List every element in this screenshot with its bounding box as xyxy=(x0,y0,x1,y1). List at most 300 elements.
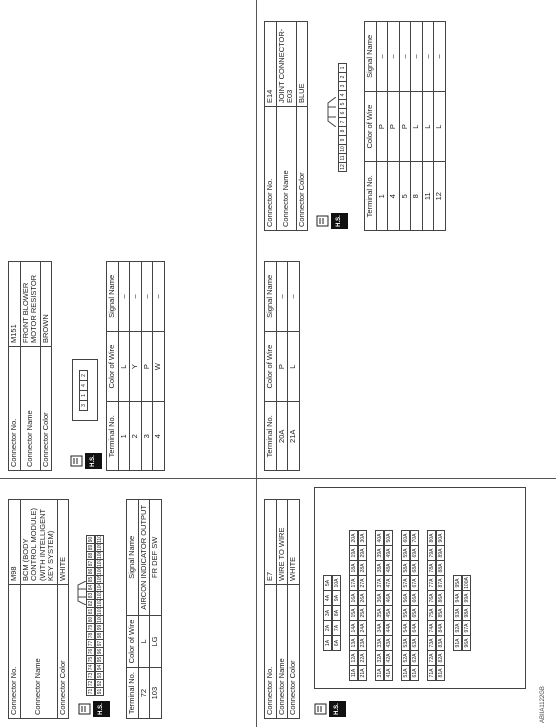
connector-pin: 84A xyxy=(436,620,445,636)
connector-name-label: Connector Name xyxy=(276,585,288,719)
signal-cell: FR DEF SW xyxy=(150,500,162,616)
connector-pin: 2 xyxy=(79,370,88,381)
connector-pin: 33A xyxy=(375,635,384,651)
signal-name-header: Signal Name xyxy=(265,262,277,332)
connector-pin: 76 xyxy=(88,648,94,655)
connector-pin: 83A xyxy=(436,635,445,651)
connector-pin: 77A xyxy=(427,575,436,591)
signal-cell: – xyxy=(399,22,411,92)
signal-cell: – xyxy=(130,262,142,332)
vertical-divider xyxy=(0,478,256,479)
connector-pin: 2A xyxy=(323,620,332,636)
table-row xyxy=(422,22,434,231)
connector-name-value: JOINT CONNECTOR-E03 xyxy=(276,22,296,107)
terminal-no-header: Terminal No. xyxy=(265,402,277,471)
terminal-cell: 1 xyxy=(376,162,388,231)
connector-pin: 10 xyxy=(338,144,347,154)
connector-pin: 3 xyxy=(79,400,88,411)
connector-pin: 22A xyxy=(358,650,367,666)
terminal-cell: 2 xyxy=(130,402,142,471)
signal-cell: – xyxy=(434,22,446,92)
connector-no-value: E14 xyxy=(265,22,277,107)
connector-pin: 62A xyxy=(410,650,419,666)
connector-pin: 88 xyxy=(88,552,94,559)
connector-color-value: WHITE xyxy=(57,500,69,585)
connector-pin: 103 xyxy=(97,590,103,599)
connector-pin: 47A xyxy=(384,575,393,591)
wire-cell: L xyxy=(422,91,434,162)
connector-pin: 71 xyxy=(88,688,94,695)
signal-name-header: Signal Name xyxy=(365,22,377,92)
vertical-divider-lower xyxy=(256,478,556,479)
connector-pin: 78A xyxy=(427,560,436,576)
connector-info-table xyxy=(8,499,69,719)
connector-pin: 63A xyxy=(410,635,419,651)
connector-pin: 75 xyxy=(88,656,94,663)
connector-pin: 82 xyxy=(88,600,94,607)
connector-pin: 5A xyxy=(323,575,332,591)
connector-pin: 87 xyxy=(88,560,94,567)
connector-no-label: Connector No. xyxy=(9,585,21,719)
connector-pin: 93A xyxy=(453,605,462,621)
connector-pin: 36A xyxy=(375,590,384,606)
connector-pin: 34A xyxy=(375,620,384,636)
connector-no-value: E7 xyxy=(265,500,277,585)
pin-row xyxy=(427,530,436,680)
wire-cell: P xyxy=(388,91,400,162)
connector-pin: 4 xyxy=(338,90,347,100)
pin-row xyxy=(358,530,367,680)
connector-pin: 95 xyxy=(97,656,103,663)
connector-pin: 110 xyxy=(97,535,103,543)
connector-pin: 75A xyxy=(427,605,436,621)
group-spacer xyxy=(367,530,375,680)
terminal-cell: 20A xyxy=(276,402,288,471)
connector-pin: 87A xyxy=(436,575,445,591)
connector-pin: 79 xyxy=(88,624,94,631)
connector-pin: 3A xyxy=(323,605,332,621)
signal-cell: – xyxy=(388,22,400,92)
connector-pin: 94A xyxy=(453,590,462,606)
connector-pin: 108 xyxy=(97,550,103,559)
connector-info-table xyxy=(264,499,300,719)
connector-pin: 4 xyxy=(79,380,88,391)
connector-pin: 19A xyxy=(349,545,358,561)
connector-pin: 9 xyxy=(338,135,347,145)
table-row xyxy=(141,262,153,471)
connector-pin: 91 xyxy=(97,688,103,695)
connector-color-label: Connector Color xyxy=(40,347,52,471)
group-spacer xyxy=(393,530,401,680)
wire-cell: L xyxy=(288,331,300,402)
connector-pin: 11 xyxy=(338,153,347,163)
connector-pin: 96A xyxy=(462,635,471,651)
wire-cell: L xyxy=(434,91,446,162)
connector-name-value: BCM (BODY CONTROL MODULE) (WITH INTELLIGENT KEY SYSTEM) xyxy=(20,500,57,585)
wire-cell: P xyxy=(399,91,411,162)
connector-pin: 1 xyxy=(79,390,88,401)
color-of-wire-header: Color of Wire xyxy=(127,615,139,668)
pin-row xyxy=(338,63,347,171)
signal-table xyxy=(126,499,162,719)
connector-pin: 102 xyxy=(97,598,103,607)
connector-pin: 80 xyxy=(88,616,94,623)
connector-pin: 96 xyxy=(97,648,103,655)
connector-pin: 57A xyxy=(401,575,410,591)
connector-pin: 83 xyxy=(88,592,94,599)
connector-pin: 44A xyxy=(384,620,393,636)
pin-row-bottom xyxy=(95,535,104,695)
connector-pin: 74A xyxy=(427,620,436,636)
signal-cell: – xyxy=(376,22,388,92)
connector-no-value: M98 xyxy=(9,500,21,585)
connector-pin: 5 xyxy=(338,99,347,109)
connector-pin: 51A xyxy=(401,665,410,681)
connector-pin: 48A xyxy=(384,560,393,576)
signal-cell: – xyxy=(141,262,153,332)
connector-pin: 14A xyxy=(349,620,358,636)
terminal-cell: 4 xyxy=(388,162,400,231)
connector-name-value: FRONT BLOWER MOTOR RESISTOR xyxy=(20,262,40,347)
connector-pin: 95A xyxy=(453,575,462,591)
connector-pin: 38A xyxy=(375,560,384,576)
connector-name-label: Connector Name xyxy=(20,347,40,471)
connector-pin: 88A xyxy=(436,560,445,576)
terminal-cell: 72 xyxy=(138,668,150,719)
pin-row xyxy=(410,530,419,680)
terminal-cell: 8 xyxy=(411,162,423,231)
connector-panel-e7 xyxy=(264,485,549,719)
terminal-cell: 5 xyxy=(399,162,411,231)
connector-pin: 98 xyxy=(97,632,103,639)
signal-cell: – xyxy=(276,262,288,332)
connector-pin: 86A xyxy=(436,590,445,606)
table-row xyxy=(130,262,142,471)
table-row xyxy=(388,22,400,231)
connector-pin: 40A xyxy=(375,530,384,546)
connector-pin: 74 xyxy=(88,664,94,671)
terminal-cell: 103 xyxy=(150,668,162,719)
connector-pin: 90A xyxy=(436,530,445,546)
hs-icon xyxy=(70,453,102,469)
table-row xyxy=(153,262,165,471)
connector-pin: 21A xyxy=(358,665,367,681)
connector-pin: 11A xyxy=(349,665,358,681)
connector-name-label: Connector Name xyxy=(276,107,296,231)
pin-row xyxy=(462,530,471,650)
connector-pin: 92A xyxy=(453,620,462,636)
terminal-cell: 3 xyxy=(141,402,153,471)
hs-icon xyxy=(316,213,348,229)
connector-pin: 9A xyxy=(332,590,341,606)
group-spacer xyxy=(341,530,349,680)
pin-row-top xyxy=(86,535,95,695)
connector-pin: 60A xyxy=(401,530,410,546)
connector-pin: 3 xyxy=(338,81,347,91)
pin-row xyxy=(384,530,393,680)
color-of-wire-header: Color of Wire xyxy=(265,331,277,402)
pin-row xyxy=(401,530,410,680)
connector-pin: 86 xyxy=(88,568,94,575)
connector-pin: 100A xyxy=(462,575,471,591)
connector-pin: 89A xyxy=(436,545,445,561)
connector-latch-icon xyxy=(326,97,336,127)
connector-no-label: Connector No. xyxy=(265,107,277,231)
wire-cell: P xyxy=(276,331,288,402)
connector-pin: 78 xyxy=(88,632,94,639)
connector-face-m98 xyxy=(76,505,118,695)
signal-cell: AIRCON INDICATOR OUTPUT xyxy=(138,500,150,616)
connector-face-e7 xyxy=(314,487,526,689)
table-row xyxy=(118,262,130,471)
pin-row xyxy=(375,530,384,680)
figure-code: ABIIA1122GB xyxy=(540,686,546,723)
connector-pin: 99 xyxy=(97,624,103,631)
connector-pin: 66A xyxy=(410,590,419,606)
signal-cell: – xyxy=(153,262,165,332)
pin-row xyxy=(332,530,341,650)
connector-pin: 49A xyxy=(384,545,393,561)
connector-pin: 54A xyxy=(401,620,410,636)
hs-icon xyxy=(78,701,110,717)
connector-pin: 31A xyxy=(375,665,384,681)
connector-pin: 2 xyxy=(338,72,347,82)
connector-color-value: WHITE xyxy=(288,500,300,585)
hs-label: H.S. xyxy=(329,701,346,717)
wire-cell: Y xyxy=(130,331,142,402)
connector-color-label: Connector Color xyxy=(57,585,69,719)
connector-pin: 17A xyxy=(349,575,358,591)
connector-info-table xyxy=(264,21,308,231)
connector-pin: 81 xyxy=(88,608,94,615)
connector-pin: 18A xyxy=(349,560,358,576)
connector-pin: 99A xyxy=(462,590,471,606)
connector-pin: 24A xyxy=(358,620,367,636)
connector-pin: 104 xyxy=(97,582,103,591)
connector-pin: 69A xyxy=(410,545,419,561)
connector-pin: 93 xyxy=(97,672,103,679)
hs-label: H.S. xyxy=(93,701,110,717)
connector-pin: 59A xyxy=(401,545,410,561)
connector-color-value: BROWN xyxy=(40,262,52,347)
connector-pin: 52A xyxy=(401,650,410,666)
signal-cell: – xyxy=(288,262,300,332)
connector-pin: 65A xyxy=(410,605,419,621)
color-of-wire-header: Color of Wire xyxy=(365,91,377,162)
terminal-cell: 4 xyxy=(153,402,165,471)
connector-pin: 106 xyxy=(97,566,103,575)
wire-cell: P xyxy=(376,91,388,162)
connector-pin: 84 xyxy=(88,584,94,591)
signal-name-header: Signal Name xyxy=(127,500,139,616)
signal-cell: – xyxy=(411,22,423,92)
table-row xyxy=(288,262,300,471)
table-row xyxy=(376,22,388,231)
connector-pin: 90 xyxy=(88,536,94,543)
connector-pin: 46A xyxy=(384,590,393,606)
connector-pin: 91A xyxy=(453,635,462,651)
signal-cell: – xyxy=(422,22,434,92)
connector-pin: 27A xyxy=(358,575,367,591)
connector-pin: 7A xyxy=(332,620,341,636)
connector-pin: 13A xyxy=(349,635,358,651)
connector-color-label: Connector Color xyxy=(288,585,300,719)
connector-pin: 28A xyxy=(358,560,367,576)
connector-pin: 105 xyxy=(97,574,103,583)
connector-pin: 101 xyxy=(97,606,103,615)
terminal-no-header: Terminal No. xyxy=(127,668,139,719)
connector-pin: 12 xyxy=(338,162,347,172)
signal-table xyxy=(364,21,446,231)
signal-table xyxy=(264,261,300,471)
hs-icon xyxy=(314,701,346,717)
connector-pin: 32A xyxy=(375,650,384,666)
connector-pin: 41A xyxy=(384,665,393,681)
connector-pin: 94 xyxy=(97,664,103,671)
table-row xyxy=(138,500,150,719)
connector-info-table xyxy=(8,261,52,471)
terminal-cell: 1 xyxy=(118,402,130,471)
signal-cell: – xyxy=(118,262,130,332)
wire-cell: LG xyxy=(150,615,162,668)
pin-row xyxy=(79,370,88,410)
connector-panel-e7-table xyxy=(264,241,384,471)
connector-pin: 10A xyxy=(332,575,341,591)
connector-panel-e14 xyxy=(264,6,549,231)
connector-pin: 42A xyxy=(384,650,393,666)
connector-pin: 35A xyxy=(375,605,384,621)
connector-pin: 1 xyxy=(338,63,347,73)
connector-pin: 92 xyxy=(97,680,103,687)
connector-pin: 107 xyxy=(97,558,103,567)
pin-row xyxy=(323,530,332,650)
connector-pin: 15A xyxy=(349,605,358,621)
connector-latch-icon xyxy=(76,581,86,605)
connector-pin: 8A xyxy=(332,605,341,621)
connector-pin: 68A xyxy=(410,560,419,576)
connector-pin: 43A xyxy=(384,635,393,651)
wire-cell: L xyxy=(118,331,130,402)
group-spacer xyxy=(471,530,479,680)
wire-cell: P xyxy=(141,331,153,402)
horizontal-divider xyxy=(256,0,257,727)
connector-pin: 85A xyxy=(436,605,445,621)
signal-name-header: Signal Name xyxy=(107,262,119,332)
wire-cell: L xyxy=(411,91,423,162)
connector-no-label: Connector No. xyxy=(9,347,21,471)
signal-table xyxy=(106,261,165,471)
table-row xyxy=(411,22,423,231)
connector-pin: 26A xyxy=(358,590,367,606)
color-of-wire-header: Color of Wire xyxy=(107,331,119,402)
connector-name-label: Connector Name xyxy=(20,585,57,719)
connector-pin: 72A xyxy=(427,650,436,666)
connector-face-m151 xyxy=(72,359,98,421)
pin-groups xyxy=(323,530,479,680)
connector-pin: 29A xyxy=(358,545,367,561)
connector-name-value: WIRE TO WIRE xyxy=(276,500,288,585)
connector-pin: 30A xyxy=(358,530,367,546)
connector-face-e14 xyxy=(326,51,356,171)
connector-pin: 45A xyxy=(384,605,393,621)
pin-row xyxy=(453,530,462,650)
connector-pin: 6A xyxy=(332,635,341,651)
connector-pin: 79A xyxy=(427,545,436,561)
connector-pin: 100 xyxy=(97,614,103,623)
terminal-cell: 21A xyxy=(288,402,300,471)
connector-pin: 85 xyxy=(88,576,94,583)
connector-pin: 89 xyxy=(88,544,94,551)
table-row xyxy=(434,22,446,231)
table-row xyxy=(276,262,288,471)
connector-pin: 80A xyxy=(427,530,436,546)
terminal-no-header: Terminal No. xyxy=(107,402,119,471)
connector-pin: 97 xyxy=(97,640,103,647)
connector-pin: 98A xyxy=(462,605,471,621)
table-row xyxy=(150,500,162,719)
connector-pin: 72 xyxy=(88,680,94,687)
connector-pin: 8 xyxy=(338,126,347,136)
connector-pin: 61A xyxy=(410,665,419,681)
table-row xyxy=(399,22,411,231)
connector-pin: 97A xyxy=(462,620,471,636)
connector-panel-m151 xyxy=(8,241,248,471)
connector-pin: 50A xyxy=(384,530,393,546)
group-spacer xyxy=(419,530,427,680)
connector-pin: 58A xyxy=(401,560,410,576)
connector-pin: 71A xyxy=(427,665,436,681)
pin-row xyxy=(349,530,358,680)
connector-pin: 16A xyxy=(349,590,358,606)
connector-color-value: BLUE xyxy=(296,22,308,107)
connector-pin: 82A xyxy=(436,650,445,666)
connector-color-label: Connector Color xyxy=(296,107,308,231)
wire-cell: W xyxy=(153,331,165,402)
connector-panel-m98 xyxy=(8,485,248,719)
connector-pin: 25A xyxy=(358,605,367,621)
connector-pin: 12A xyxy=(349,650,358,666)
connector-pin: 4A xyxy=(323,590,332,606)
connector-pin: 76A xyxy=(427,590,436,606)
wire-cell: L xyxy=(138,615,150,668)
connector-pin: 37A xyxy=(375,575,384,591)
connector-pin: 64A xyxy=(410,620,419,636)
terminal-cell: 12 xyxy=(434,162,446,231)
connector-pin: 53A xyxy=(401,635,410,651)
connector-pin: 55A xyxy=(401,605,410,621)
connector-pin: 7 xyxy=(338,117,347,127)
connector-pin: 6 xyxy=(338,108,347,118)
connector-pin: 73 xyxy=(88,672,94,679)
connector-pin: 1A xyxy=(323,635,332,651)
connector-no-value: M151 xyxy=(9,262,21,347)
connector-pin: 23A xyxy=(358,635,367,651)
connector-pin: 81A xyxy=(436,665,445,681)
connector-pin: 73A xyxy=(427,635,436,651)
hs-label: H.S. xyxy=(85,453,102,469)
connector-no-label: Connector No. xyxy=(265,585,277,719)
terminal-cell: 11 xyxy=(422,162,434,231)
pin-row xyxy=(436,530,445,680)
connector-pin: 109 xyxy=(97,542,103,551)
connector-pin: 20A xyxy=(349,530,358,546)
connector-pin: 39A xyxy=(375,545,384,561)
connector-pin: 67A xyxy=(410,575,419,591)
connector-pin: 70A xyxy=(410,530,419,546)
connector-pin: 56A xyxy=(401,590,410,606)
connector-pin: 77 xyxy=(88,640,94,647)
group-spacer xyxy=(445,530,453,680)
